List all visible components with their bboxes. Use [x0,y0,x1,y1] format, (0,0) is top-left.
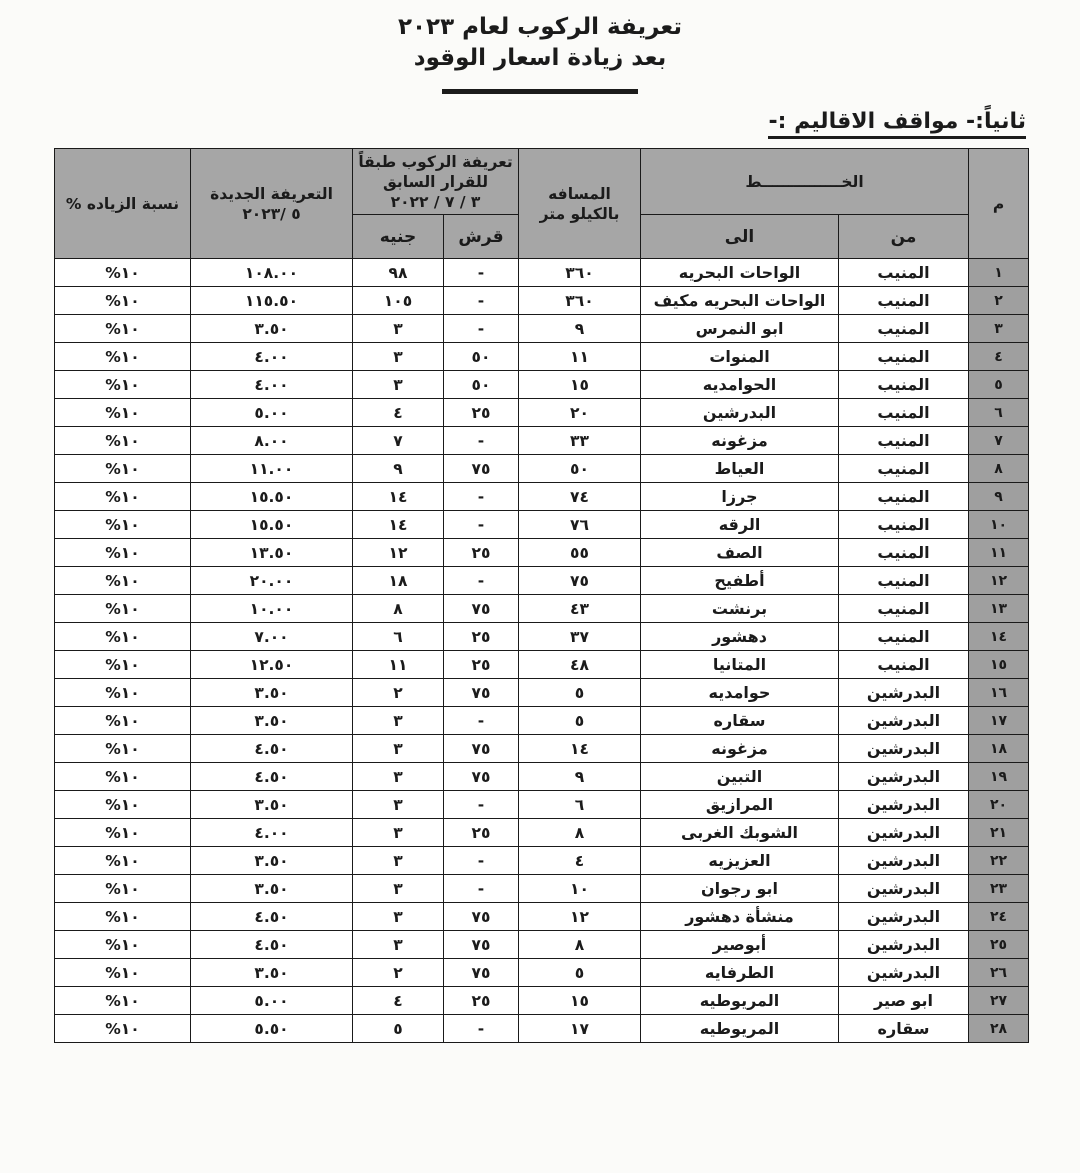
section-heading-text: ثانياً:- مواقف الاقاليم :- [768,109,1026,139]
cell-to: دهشور [641,623,839,651]
cell-piasters: - [444,567,519,595]
fare-table [54,148,1029,1043]
cell-index: ٥ [969,371,1029,399]
cell-from: المنيب [839,455,969,483]
cell-to: أطفيح [641,567,839,595]
cell-increase: ١٠% [55,595,191,623]
cell-new-tariff: ٥.٥٠ [191,1015,353,1043]
header-pounds: جنيه [353,215,444,259]
cell-to: الصف [641,539,839,567]
cell-new-tariff: ٣.٥٠ [191,315,353,343]
cell-new-tariff: ٤.٥٠ [191,735,353,763]
cell-distance: ٩ [519,315,641,343]
cell-from: البدرشين [839,679,969,707]
cell-distance: ١٠ [519,875,641,903]
cell-distance: ١٤ [519,735,641,763]
cell-index: ١١ [969,539,1029,567]
cell-piasters: ٢٥ [444,539,519,567]
cell-from: المنيب [839,623,969,651]
cell-piasters: - [444,707,519,735]
cell-piasters: - [444,791,519,819]
cell-index: ١٧ [969,707,1029,735]
table-body [55,259,1029,1043]
table-row [55,903,1029,931]
table-row [55,623,1029,651]
cell-increase: ١٠% [55,259,191,287]
cell-piasters: ٧٥ [444,903,519,931]
cell-new-tariff: ١٥.٥٠ [191,511,353,539]
cell-increase: ١٠% [55,483,191,511]
cell-new-tariff: ٨.٠٠ [191,427,353,455]
cell-distance: ٥ [519,707,641,735]
section-heading [0,109,1026,134]
table-row [55,287,1029,315]
cell-piasters: ٧٥ [444,763,519,791]
cell-index: ١٢ [969,567,1029,595]
cell-index: ٢١ [969,819,1029,847]
cell-distance: ٥ [519,959,641,987]
cell-from: البدرشين [839,875,969,903]
cell-piasters: - [444,875,519,903]
cell-increase: ١٠% [55,931,191,959]
cell-pounds: ١٤ [353,483,444,511]
cell-from: البدرشين [839,903,969,931]
cell-pounds: ٢ [353,679,444,707]
cell-pounds: ١٨ [353,567,444,595]
cell-new-tariff: ٤.٠٠ [191,343,353,371]
cell-pounds: ٤ [353,399,444,427]
cell-pounds: ٣ [353,735,444,763]
fare-table-header [55,149,1029,259]
cell-piasters: - [444,1015,519,1043]
cell-new-tariff: ٣.٥٠ [191,875,353,903]
cell-increase: ١٠% [55,875,191,903]
table-row [55,763,1029,791]
table-row [55,707,1029,735]
table-row [55,959,1029,987]
cell-increase: ١٠% [55,959,191,987]
cell-index: ٢٧ [969,987,1029,1015]
cell-index: ٢٣ [969,875,1029,903]
cell-piasters: - [444,427,519,455]
cell-to: الواحات البحريه مكيف [641,287,839,315]
cell-piasters: ٢٥ [444,819,519,847]
cell-from: المنيب [839,539,969,567]
cell-distance: ١٥ [519,987,641,1015]
cell-increase: ١٠% [55,819,191,847]
cell-to: المرازيق [641,791,839,819]
cell-to: العياط [641,455,839,483]
cell-to: الرقه [641,511,839,539]
cell-to: البدرشين [641,399,839,427]
cell-increase: ١٠% [55,455,191,483]
table-row [55,819,1029,847]
header-previous-tariff-line1: تعريفة الركوب طبقاً [358,152,513,171]
table-row [55,595,1029,623]
cell-new-tariff: ٣.٥٠ [191,847,353,875]
cell-increase: ١٠% [55,679,191,707]
table-row [55,511,1029,539]
cell-distance: ٣٧ [519,623,641,651]
cell-new-tariff: ١٠.٠٠ [191,595,353,623]
cell-from: البدرشين [839,847,969,875]
header-increase: نسبة الزياده % [55,149,191,259]
cell-from: المنيب [839,287,969,315]
cell-new-tariff: ١١٥.٥٠ [191,287,353,315]
cell-pounds: ٤ [353,987,444,1015]
table-row [55,315,1029,343]
cell-index: ٤ [969,343,1029,371]
cell-new-tariff: ٧.٠٠ [191,623,353,651]
cell-distance: ٣٦٠ [519,287,641,315]
cell-new-tariff: ٣.٥٠ [191,791,353,819]
cell-from: البدرشين [839,735,969,763]
cell-piasters: ٢٥ [444,651,519,679]
cell-index: ١٩ [969,763,1029,791]
cell-increase: ١٠% [55,791,191,819]
cell-from: المنيب [839,343,969,371]
cell-pounds: ٩ [353,455,444,483]
table-row [55,343,1029,371]
cell-increase: ١٠% [55,399,191,427]
cell-pounds: ٣ [353,315,444,343]
header-distance [519,149,641,259]
cell-piasters: ٥٠ [444,371,519,399]
title-underline [442,89,638,94]
cell-from: ابو صير [839,987,969,1015]
cell-piasters: ٧٥ [444,679,519,707]
table-row [55,427,1029,455]
cell-index: ١٨ [969,735,1029,763]
header-distance-line1: المسافه [548,184,611,203]
document-title-block [0,0,1080,94]
cell-increase: ١٠% [55,1015,191,1043]
table-row [55,399,1029,427]
cell-piasters: - [444,287,519,315]
cell-distance: ٤٣ [519,595,641,623]
cell-distance: ١١ [519,343,641,371]
table-row [55,735,1029,763]
cell-index: ١٤ [969,623,1029,651]
cell-increase: ١٠% [55,735,191,763]
cell-to: الواحات البحريه [641,259,839,287]
cell-index: ٢٥ [969,931,1029,959]
cell-new-tariff: ٤.٥٠ [191,763,353,791]
cell-to: الحوامديه [641,371,839,399]
cell-new-tariff: ٥.٠٠ [191,399,353,427]
cell-from: المنيب [839,483,969,511]
table-row [55,455,1029,483]
cell-distance: ٤٨ [519,651,641,679]
cell-piasters: ٧٥ [444,931,519,959]
cell-piasters: - [444,847,519,875]
cell-to: مزغونه [641,735,839,763]
cell-from: المنيب [839,315,969,343]
cell-to: المريوطيه [641,987,839,1015]
cell-index: ٢٢ [969,847,1029,875]
table-row [55,875,1029,903]
cell-index: ٨ [969,455,1029,483]
cell-increase: ١٠% [55,763,191,791]
cell-pounds: ٣ [353,343,444,371]
cell-new-tariff: ١٢.٥٠ [191,651,353,679]
cell-new-tariff: ١٥.٥٠ [191,483,353,511]
header-line-group: الخـــــــــــــــط [641,149,969,215]
cell-new-tariff: ٣.٥٠ [191,679,353,707]
cell-from: المنيب [839,567,969,595]
cell-from: البدرشين [839,931,969,959]
cell-increase: ١٠% [55,315,191,343]
cell-distance: ٣٣ [519,427,641,455]
cell-index: ١ [969,259,1029,287]
cell-from: البدرشين [839,959,969,987]
cell-distance: ١٢ [519,903,641,931]
cell-new-tariff: ١٠٨.٠٠ [191,259,353,287]
cell-pounds: ٣ [353,931,444,959]
table-row [55,567,1029,595]
cell-distance: ٥٠ [519,455,641,483]
header-distance-line2: بالكيلو متر [539,204,620,223]
cell-distance: ٢٠ [519,399,641,427]
cell-piasters: ٥٠ [444,343,519,371]
cell-pounds: ٣ [353,903,444,931]
cell-piasters: ٢٥ [444,399,519,427]
header-previous-tariff-line2: للقرار السابق [382,172,489,191]
cell-pounds: ٧ [353,427,444,455]
cell-increase: ١٠% [55,847,191,875]
cell-from: البدرشين [839,707,969,735]
cell-to: حوامديه [641,679,839,707]
cell-pounds: ٣ [353,847,444,875]
cell-increase: ١٠% [55,651,191,679]
cell-new-tariff: ٣.٥٠ [191,959,353,987]
cell-index: ١٦ [969,679,1029,707]
cell-new-tariff: ١٣.٥٠ [191,539,353,567]
header-piasters: قرش [444,215,519,259]
table-row [55,987,1029,1015]
header-from: من [839,215,969,259]
header-new-tariff [191,149,353,259]
cell-to: العزيزيه [641,847,839,875]
cell-distance: ٦ [519,791,641,819]
cell-pounds: ١١ [353,651,444,679]
cell-from: المنيب [839,651,969,679]
table-row [55,483,1029,511]
cell-from: المنيب [839,595,969,623]
cell-increase: ١٠% [55,707,191,735]
table-row [55,931,1029,959]
cell-increase: ١٠% [55,511,191,539]
cell-piasters: ٧٥ [444,959,519,987]
cell-distance: ٧٤ [519,483,641,511]
cell-to: الطرفايه [641,959,839,987]
document-title: تعريفة الركوب لعام ٢٠٢٣ [397,14,683,40]
cell-index: ٢٦ [969,959,1029,987]
cell-pounds: ٩٨ [353,259,444,287]
cell-pounds: ٣ [353,763,444,791]
document-subtitle: بعد زيادة اسعار الوقود [413,45,667,71]
cell-pounds: ٣ [353,791,444,819]
cell-new-tariff: ٢٠.٠٠ [191,567,353,595]
cell-new-tariff: ٣.٥٠ [191,707,353,735]
cell-index: ٣ [969,315,1029,343]
cell-piasters: ٧٥ [444,735,519,763]
cell-distance: ٨ [519,931,641,959]
header-to: الى [641,215,839,259]
cell-distance: ٧٥ [519,567,641,595]
cell-distance: ٥٥ [519,539,641,567]
cell-pounds: ١٤ [353,511,444,539]
cell-to: أبوصير [641,931,839,959]
cell-new-tariff: ٤.٠٠ [191,819,353,847]
cell-increase: ١٠% [55,623,191,651]
header-previous-tariff [353,149,519,215]
cell-index: ٩ [969,483,1029,511]
cell-from: المنيب [839,259,969,287]
cell-index: ٧ [969,427,1029,455]
cell-from: البدرشين [839,763,969,791]
cell-pounds: ١٠٥ [353,287,444,315]
cell-distance: ٨ [519,819,641,847]
cell-distance: ٧٦ [519,511,641,539]
cell-piasters: - [444,315,519,343]
cell-pounds: ٦ [353,623,444,651]
cell-piasters: - [444,259,519,287]
cell-new-tariff: ٤.٥٠ [191,903,353,931]
cell-pounds: ٣ [353,819,444,847]
cell-increase: ١٠% [55,539,191,567]
cell-distance: ٤ [519,847,641,875]
table-row [55,371,1029,399]
header-previous-tariff-date: ٣ / ٧ / ٢٠٢٢ [390,192,481,211]
table-row [55,679,1029,707]
cell-to: المتانيا [641,651,839,679]
cell-to: مزغونه [641,427,839,455]
cell-from: سقاره [839,1015,969,1043]
cell-index: ١٠ [969,511,1029,539]
cell-from: المنيب [839,371,969,399]
cell-increase: ١٠% [55,567,191,595]
cell-index: ٢٤ [969,903,1029,931]
cell-pounds: ٥ [353,1015,444,1043]
cell-pounds: ٣ [353,371,444,399]
cell-pounds: ٨ [353,595,444,623]
cell-new-tariff: ٤.٥٠ [191,931,353,959]
cell-from: المنيب [839,399,969,427]
cell-distance: ٩ [519,763,641,791]
cell-index: ١٣ [969,595,1029,623]
cell-to: جرزا [641,483,839,511]
table-row [55,1015,1029,1043]
cell-new-tariff: ١١.٠٠ [191,455,353,483]
table-row [55,847,1029,875]
cell-to: ابو النمرس [641,315,839,343]
cell-increase: ١٠% [55,287,191,315]
cell-piasters: ٢٥ [444,987,519,1015]
table-row [55,259,1029,287]
cell-distance: ١٥ [519,371,641,399]
cell-index: ٢٠ [969,791,1029,819]
cell-increase: ١٠% [55,903,191,931]
cell-piasters: - [444,483,519,511]
cell-distance: ١٧ [519,1015,641,1043]
cell-to: المنوات [641,343,839,371]
cell-pounds: ١٢ [353,539,444,567]
cell-from: البدرشين [839,791,969,819]
header-new-tariff-line2: ٥ /٢٠٢٣ [242,204,301,223]
table-row [55,791,1029,819]
cell-distance: ٥ [519,679,641,707]
cell-new-tariff: ٥.٠٠ [191,987,353,1015]
cell-index: ١٥ [969,651,1029,679]
cell-distance: ٣٦٠ [519,259,641,287]
header-new-tariff-line1: التعريفة الجديدة [210,184,333,203]
cell-increase: ١٠% [55,427,191,455]
cell-to: ابو رجوان [641,875,839,903]
cell-index: ٢٨ [969,1015,1029,1043]
cell-pounds: ٢ [353,959,444,987]
cell-piasters: ٢٥ [444,623,519,651]
cell-new-tariff: ٤.٠٠ [191,371,353,399]
cell-to: التبين [641,763,839,791]
cell-to: برنشت [641,595,839,623]
cell-to: الشوبك الغربى [641,819,839,847]
cell-increase: ١٠% [55,343,191,371]
cell-increase: ١٠% [55,371,191,399]
cell-from: البدرشين [839,819,969,847]
cell-increase: ١٠% [55,987,191,1015]
cell-from: المنيب [839,511,969,539]
cell-pounds: ٣ [353,875,444,903]
cell-piasters: ٧٥ [444,595,519,623]
table-row [55,539,1029,567]
cell-pounds: ٣ [353,707,444,735]
cell-piasters: - [444,511,519,539]
cell-index: ٦ [969,399,1029,427]
cell-piasters: ٧٥ [444,455,519,483]
cell-to: المريوطيه [641,1015,839,1043]
cell-to: سقاره [641,707,839,735]
cell-to: منشأة دهشور [641,903,839,931]
cell-index: ٢ [969,287,1029,315]
cell-from: المنيب [839,427,969,455]
table-row [55,651,1029,679]
header-index: م [969,149,1029,259]
